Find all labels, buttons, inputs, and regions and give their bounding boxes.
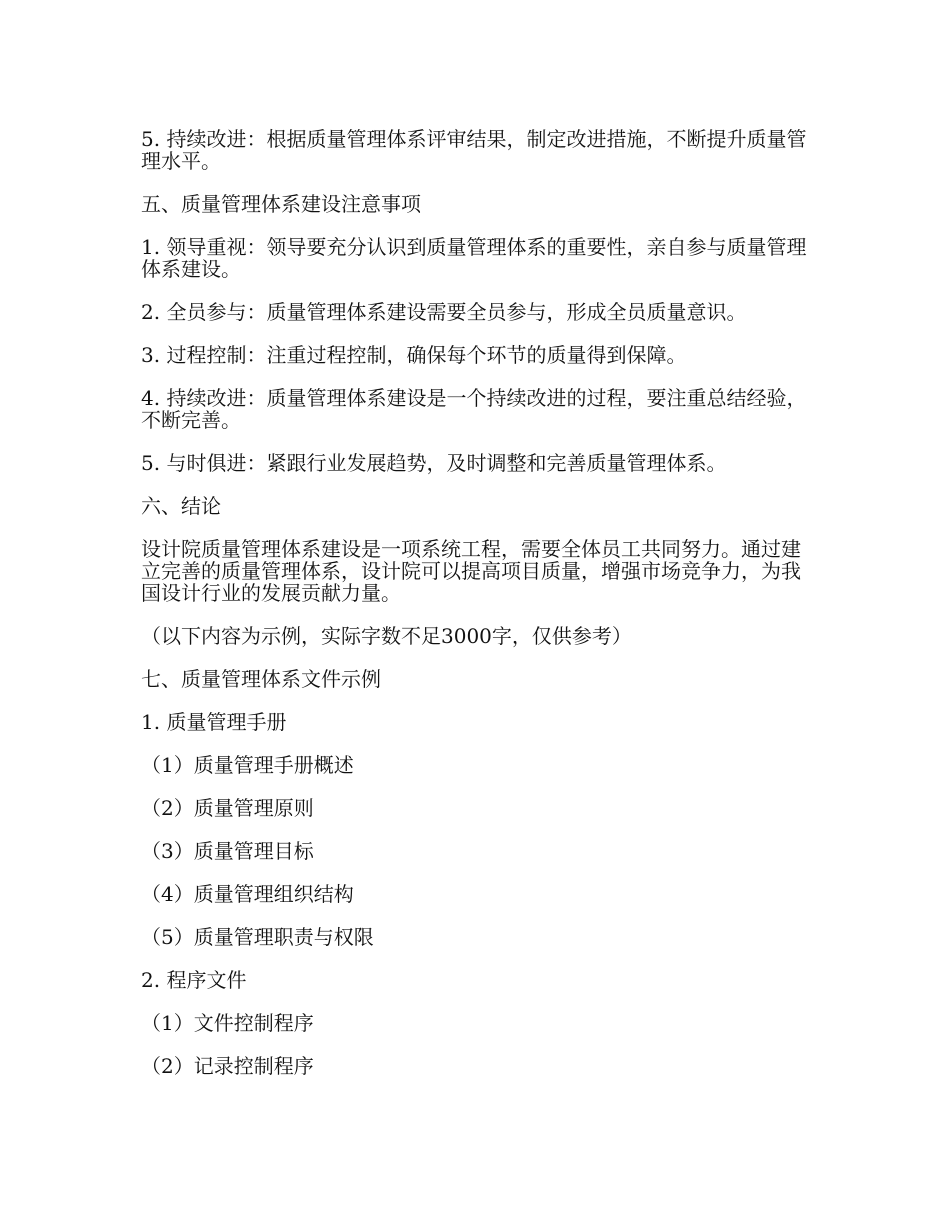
list-item: 3. 过程控制：注重过程控制，确保每个环节的质量得到保障。 <box>141 343 687 367</box>
section-heading-5: 五、质量管理体系建设注意事项 <box>141 192 421 216</box>
note-paragraph: （以下内容为示例，实际字数不足3000字，仅供参考） <box>141 624 632 648</box>
list-item: 4. 持续改进：质量管理体系建设是一个持续改进的过程，要注重总结经验，不断完善。 <box>141 386 807 432</box>
sub-list-item: （4）质量管理组织结构 <box>141 882 354 906</box>
sub-list-item: （2）记录控制程序 <box>141 1054 314 1078</box>
list-item: 1. 领导重视：领导要充分认识到质量管理体系的重要性，亲自参与质量管理体系建设。 <box>141 235 807 281</box>
conclusion-paragraph: 设计院质量管理体系建设是一项系统工程，需要全体员工共同努力。通过建立完善的质量管理体系，设计院可以提高项目质量，增强市场竞争力，为我国设计行业的发展贡献力量。 <box>141 537 801 605</box>
sub-list-item: （5）质量管理职责与权限 <box>141 925 374 949</box>
section-heading-7: 七、质量管理体系文件示例 <box>141 667 381 691</box>
document-body <box>141 128 811 1098</box>
section-heading-6: 六、结论 <box>141 494 221 518</box>
sub-list-item: （1）质量管理手册概述 <box>141 753 354 777</box>
paragraph-improvement: 5. 持续改进：根据质量管理体系评审结果，制定改进措施，不断提升质量管理水平。 <box>141 127 807 173</box>
list-item: 2. 全员参与：质量管理体系建设需要全员参与，形成全员质量意识。 <box>141 300 747 324</box>
sub-list-item: （1）文件控制程序 <box>141 1011 314 1035</box>
sub-list-item: （3）质量管理目标 <box>141 839 314 863</box>
list-item: 2. 程序文件 <box>141 968 247 992</box>
sub-list-item: （2）质量管理原则 <box>141 796 314 820</box>
list-item: 5. 与时俱进：紧跟行业发展趋势，及时调整和完善质量管理体系。 <box>141 451 727 475</box>
list-item: 1. 质量管理手册 <box>141 710 287 734</box>
